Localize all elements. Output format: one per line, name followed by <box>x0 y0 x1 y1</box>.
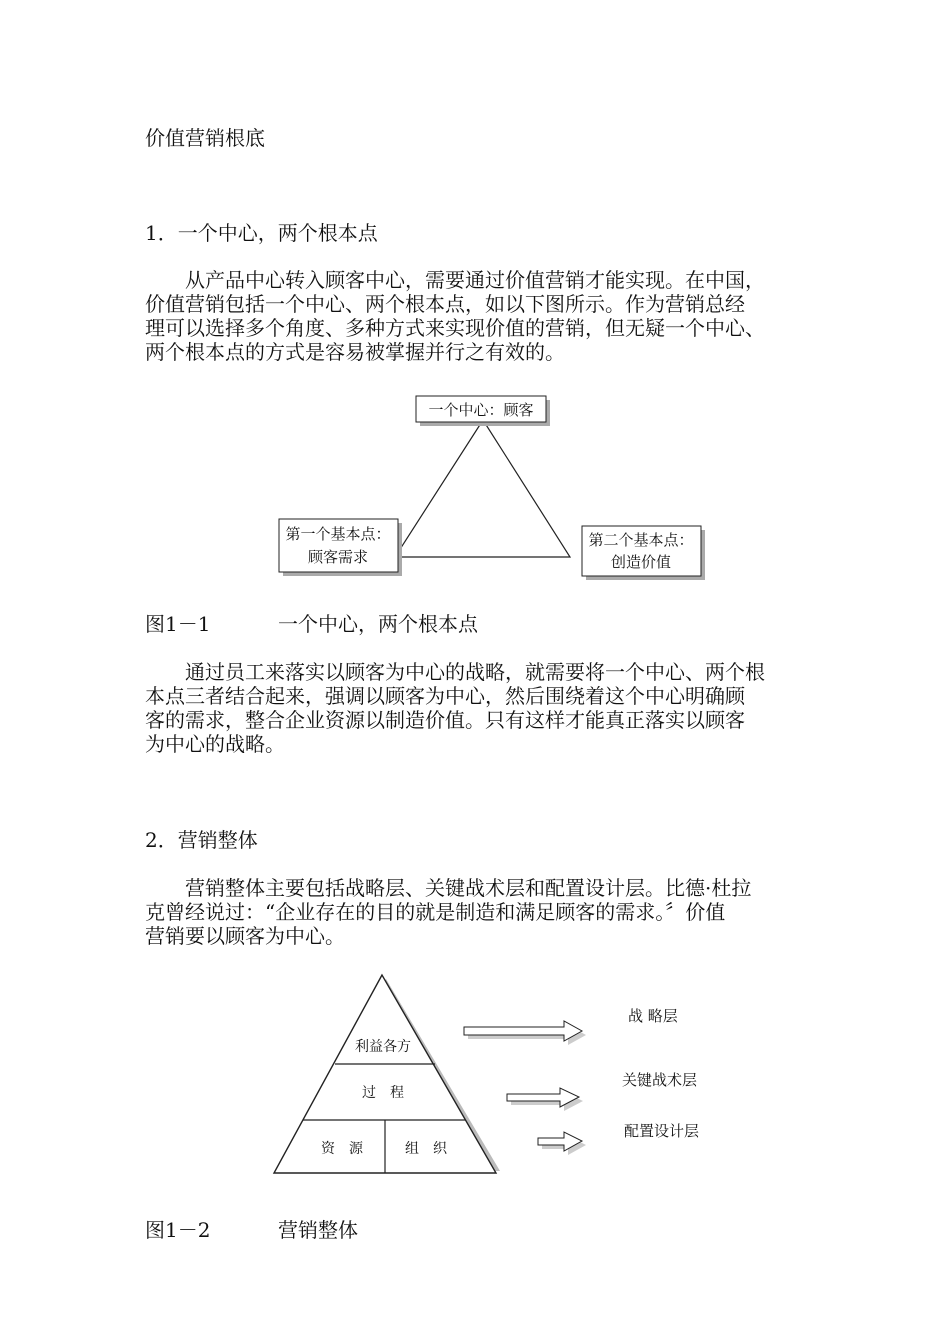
figure-2-caption-text: 营销整体 <box>278 1218 358 1242</box>
paragraph-line: 理可以选择多个角度、多种方式来实现价值的营销，但无疑一个中心、 <box>145 316 765 340</box>
paragraph-line: 两个根本点的方式是容易被掌握并行之有效的。 <box>145 340 565 364</box>
layer-label-configuration: 配置设计层 <box>624 1122 700 1140</box>
arrow-right-icon <box>507 1088 583 1111</box>
paragraph-line: 从产品中心转入顾客中心，需要通过价值营销才能实现。在中国， <box>145 268 765 292</box>
left-label-line1: 第一个基本点： <box>285 525 391 543</box>
paragraph-line: 克曾经说过：“企业存在的目的就是制造和满足顾客的需求。〞价值 <box>145 900 726 924</box>
section-1-paragraph-2 <box>145 660 815 756</box>
figure-2-caption-number: 图1－2 <box>145 1218 211 1242</box>
paragraph-line: 营销整体主要包括战略层、关键战术层和配置设计层。比德·杜拉 <box>145 876 752 900</box>
figure-2-pyramid-diagram <box>270 965 730 1185</box>
pyramid-middle-label: 过 程 <box>362 1085 404 1101</box>
paragraph-line: 通过员工来落实以顾客为中心的战略，就需要将一个中心、两个根 <box>145 660 765 684</box>
left-label-line2: 顾客需求 <box>307 548 369 566</box>
figure-1-caption-number: 图1－1 <box>145 612 211 636</box>
section-2-heading: 2．营销整体 <box>145 828 258 852</box>
right-label-line2: 创造价值 <box>610 553 672 571</box>
section-1-paragraph-1 <box>145 268 815 364</box>
arrow-right-icon <box>464 1021 586 1045</box>
paragraph-line: 营销要以顾客为中心。 <box>145 924 345 948</box>
paragraph-line: 价值营销包括一个中心、两个根本点，如以下图所示。作为营销总经 <box>145 292 745 316</box>
triangle-shape <box>395 420 570 557</box>
layer-label-strategy: 战 略层 <box>628 1007 678 1025</box>
paragraph-line: 本点三者结合起来，强调以顾客为中心，然后围绕着这个中心明确顾 <box>145 684 745 708</box>
figure-1-triangle-diagram <box>270 390 710 585</box>
section-2-paragraph-1 <box>145 876 815 948</box>
figure-1-caption-text: 一个中心，两个根本点 <box>278 612 478 636</box>
paragraph-line: 为中心的战略。 <box>145 732 285 756</box>
document-title: 价值营销根底 <box>145 126 265 150</box>
arrow-right-icon <box>538 1132 586 1155</box>
right-label-line1: 第二个基本点： <box>588 531 694 549</box>
pyramid-bottom-right-label: 组 织 <box>405 1141 447 1157</box>
layer-label-key-tactics: 关键战术层 <box>622 1071 698 1089</box>
pyramid-top-label: 利益各方 <box>355 1039 411 1055</box>
pyramid-bottom-left-label: 资 源 <box>321 1141 363 1157</box>
center-label: 一个中心：顾客 <box>428 401 534 419</box>
paragraph-line: 客的需求，整合企业资源以制造价值。只有这样才能真正落实以顾客 <box>145 708 745 732</box>
section-1-heading: 1．一个中心，两个根本点 <box>145 221 378 245</box>
